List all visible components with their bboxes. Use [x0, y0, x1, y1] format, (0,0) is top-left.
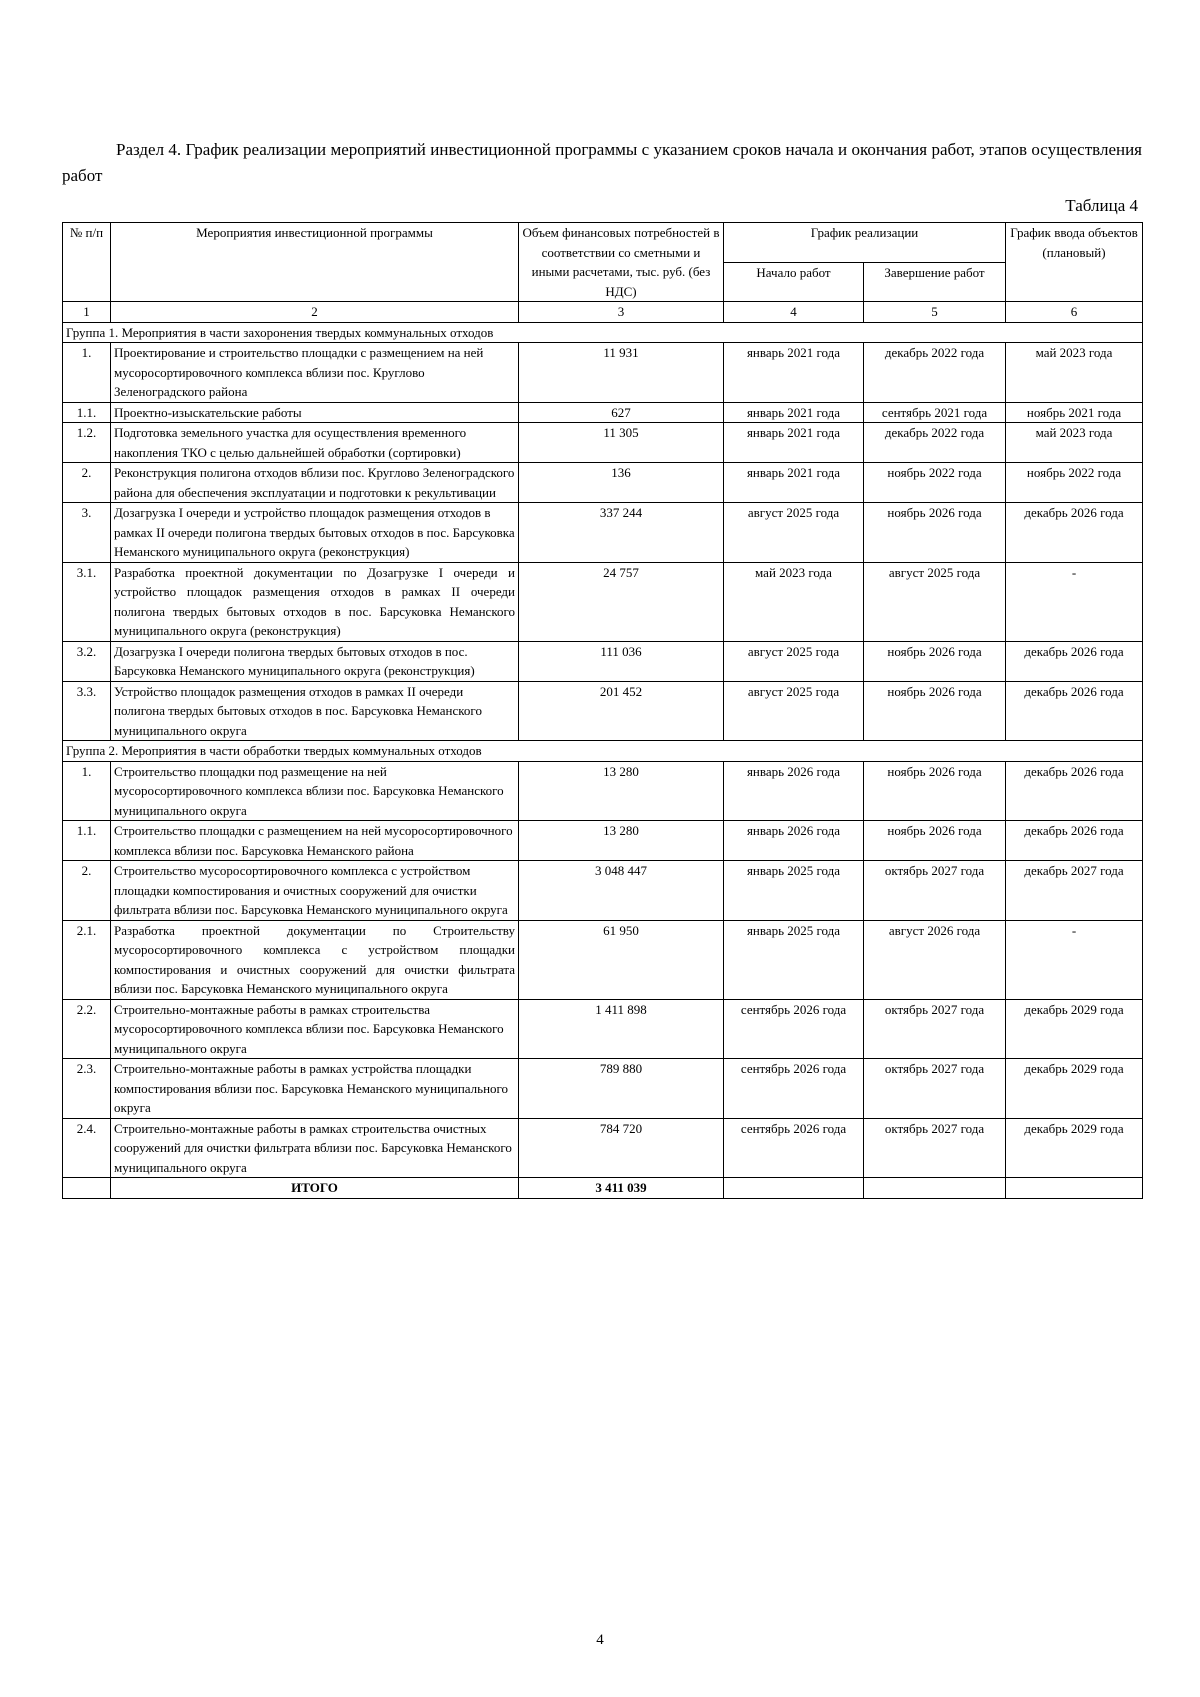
row-volume: 136	[519, 463, 724, 503]
schedule-table	[62, 222, 1143, 1199]
row-activity: Строительно-монтажные работы в рамках строительства очистных сооружений для очистки фильтрата вблизи пос. Барсуковка Неманского муниципального округа	[111, 1118, 519, 1178]
row-num: 2.	[63, 463, 111, 503]
row-activity: Проектно-изыскательские работы	[111, 402, 519, 423]
row-num: 3.3.	[63, 681, 111, 741]
group-row	[63, 322, 1143, 343]
row-start: сентябрь 2026 года	[724, 1059, 864, 1119]
row-activity: Строительство мусоросортировочного комплекса с устройством площадки компостирования и очистных сооружений для очистки фильтрата вблизи пос. Барсуковка Неманского муниципального округа	[111, 861, 519, 921]
row-end: октябрь 2027 года	[864, 861, 1006, 921]
row-volume: 11 305	[519, 423, 724, 463]
row-activity: Реконструкция полигона отходов вблизи пос. Круглово Зеленоградского района для обеспечения эксплуатации и подготовки к рекультивации	[111, 463, 519, 503]
row-activity: Устройство площадок размещения отходов в рамках II очереди полигона твердых бытовых отходов в пос. Барсуковка Неманского муниципального округа	[111, 681, 519, 741]
row-end: ноябрь 2026 года	[864, 503, 1006, 563]
row-activity: Дозагрузка I очереди и устройство площадок размещения отходов в рамках II очереди полигона твердых бытовых отходов в пос. Барсуковка Неманского муниципального округа (реконструкция)	[111, 503, 519, 563]
table-row	[63, 423, 1143, 463]
row-activity: Разработка проектной документации по Строительству мусоросортировочного комплекса с устройством площадки компостирования и очистных сооружений для очистки фильтрата вблизи пос. Барсуковка Неманского муниципального округа	[111, 920, 519, 999]
row-commissioning: ноябрь 2022 года	[1006, 463, 1143, 503]
table-row	[63, 641, 1143, 681]
row-commissioning: декабрь 2029 года	[1006, 1059, 1143, 1119]
row-start: сентябрь 2026 года	[724, 1118, 864, 1178]
header-volume: Объем финансовых потребностей в соответствии со сметными и иными расчетами, тыс. руб. (без НДС)	[519, 223, 724, 302]
row-commissioning: -	[1006, 920, 1143, 999]
column-number: 1	[63, 302, 111, 323]
row-commissioning: декабрь 2027 года	[1006, 861, 1143, 921]
total-empty	[1006, 1178, 1143, 1199]
row-end: ноябрь 2026 года	[864, 761, 1006, 821]
total-empty	[724, 1178, 864, 1199]
row-end: август 2026 года	[864, 920, 1006, 999]
row-commissioning: май 2023 года	[1006, 423, 1143, 463]
header-commissioning: График ввода объектов (плановый)	[1006, 223, 1143, 302]
row-start: август 2025 года	[724, 503, 864, 563]
row-volume: 13 280	[519, 761, 724, 821]
row-activity: Проектирование и строительство площадки с размещением на ней мусоросортировочного комплекса вблизи пос. Круглово Зеленоградского района	[111, 343, 519, 403]
row-end: ноябрь 2026 года	[864, 641, 1006, 681]
group-title: Группа 1. Мероприятия в части захоронения твердых коммунальных отходов	[63, 322, 1143, 343]
table-row	[63, 1059, 1143, 1119]
row-num: 2.4.	[63, 1118, 111, 1178]
table-caption: Таблица 4	[1065, 196, 1138, 215]
column-number: 3	[519, 302, 724, 323]
row-num: 2.1.	[63, 920, 111, 999]
header-row	[63, 223, 1143, 263]
section-heading-text: Раздел 4. График реализации мероприятий инвестиционной программы с указанием сроков начала и окончания работ, этапов осуществления работ	[62, 140, 1142, 185]
row-start: январь 2021 года	[724, 463, 864, 503]
row-start: сентябрь 2026 года	[724, 999, 864, 1059]
row-end: декабрь 2022 года	[864, 343, 1006, 403]
table-row	[63, 761, 1143, 821]
row-start: январь 2025 года	[724, 861, 864, 921]
row-volume: 1 411 898	[519, 999, 724, 1059]
row-end: декабрь 2022 года	[864, 423, 1006, 463]
row-num: 2.	[63, 861, 111, 921]
row-start: январь 2025 года	[724, 920, 864, 999]
row-end: август 2025 года	[864, 562, 1006, 641]
page-number: 4	[596, 1632, 604, 1648]
row-end: октябрь 2027 года	[864, 999, 1006, 1059]
total-row	[63, 1178, 1143, 1199]
row-activity: Подготовка земельного участка для осуществления временного накопления ТКО с целью дальнейшей обработки (сортировки)	[111, 423, 519, 463]
row-volume: 111 036	[519, 641, 724, 681]
row-activity: Строительно-монтажные работы в рамках строительства мусоросортировочного комплекса вблизи пос. Барсуковка Неманского муниципального округа	[111, 999, 519, 1059]
row-commissioning: декабрь 2026 года	[1006, 681, 1143, 741]
row-commissioning: декабрь 2026 года	[1006, 821, 1143, 861]
row-commissioning: ноябрь 2021 года	[1006, 402, 1143, 423]
row-volume: 789 880	[519, 1059, 724, 1119]
row-volume: 337 244	[519, 503, 724, 563]
row-commissioning: май 2023 года	[1006, 343, 1143, 403]
row-activity: Строительно-монтажные работы в рамках устройства площадки компостирования вблизи пос. Барсуковка Неманского муниципального округа	[111, 1059, 519, 1119]
row-start: январь 2021 года	[724, 343, 864, 403]
table-row	[63, 1118, 1143, 1178]
row-commissioning: декабрь 2026 года	[1006, 761, 1143, 821]
row-volume: 201 452	[519, 681, 724, 741]
table-row	[63, 999, 1143, 1059]
row-end: октябрь 2027 года	[864, 1118, 1006, 1178]
table-row	[63, 861, 1143, 921]
total-num	[63, 1178, 111, 1199]
section-heading	[62, 137, 1142, 189]
row-num: 3.	[63, 503, 111, 563]
row-num: 1.	[63, 761, 111, 821]
column-number: 6	[1006, 302, 1143, 323]
group-title: Группа 2. Мероприятия в части обработки твердых коммунальных отходов	[63, 741, 1143, 762]
row-num: 3.2.	[63, 641, 111, 681]
column-number-row	[63, 302, 1143, 323]
row-end: ноябрь 2022 года	[864, 463, 1006, 503]
row-commissioning: -	[1006, 562, 1143, 641]
row-num: 1.1.	[63, 821, 111, 861]
header-num: № п/п	[63, 223, 111, 302]
row-volume: 13 280	[519, 821, 724, 861]
row-num: 3.1.	[63, 562, 111, 641]
row-commissioning: декабрь 2029 года	[1006, 999, 1143, 1059]
table-row	[63, 402, 1143, 423]
table-body	[63, 322, 1143, 1178]
row-start: январь 2021 года	[724, 423, 864, 463]
group-row	[63, 741, 1143, 762]
header-schedule: График реализации	[724, 223, 1006, 263]
row-activity: Дозагрузка I очереди полигона твердых бытовых отходов в пос. Барсуковка Неманского муниципального округа (реконструкция)	[111, 641, 519, 681]
row-end: сентябрь 2021 года	[864, 402, 1006, 423]
row-volume: 11 931	[519, 343, 724, 403]
row-start: август 2025 года	[724, 641, 864, 681]
row-start: май 2023 года	[724, 562, 864, 641]
row-end: ноябрь 2026 года	[864, 821, 1006, 861]
table-row	[63, 503, 1143, 563]
row-num: 2.3.	[63, 1059, 111, 1119]
row-volume: 3 048 447	[519, 861, 724, 921]
row-start: январь 2026 года	[724, 761, 864, 821]
row-commissioning: декабрь 2026 года	[1006, 503, 1143, 563]
table-row	[63, 681, 1143, 741]
header-activity: Мероприятия инвестиционной программы	[111, 223, 519, 302]
row-start: январь 2026 года	[724, 821, 864, 861]
column-number: 4	[724, 302, 864, 323]
row-commissioning: декабрь 2029 года	[1006, 1118, 1143, 1178]
row-start: январь 2021 года	[724, 402, 864, 423]
total-empty	[864, 1178, 1006, 1199]
table-row	[63, 562, 1143, 641]
row-volume: 24 757	[519, 562, 724, 641]
table-row	[63, 343, 1143, 403]
table-row	[63, 463, 1143, 503]
column-number: 5	[864, 302, 1006, 323]
total-volume: 3 411 039	[519, 1178, 724, 1199]
row-start: август 2025 года	[724, 681, 864, 741]
column-number: 2	[111, 302, 519, 323]
header-end: Завершение работ	[864, 262, 1006, 302]
row-num: 1.1.	[63, 402, 111, 423]
row-num: 2.2.	[63, 999, 111, 1059]
table-row	[63, 920, 1143, 999]
row-end: октябрь 2027 года	[864, 1059, 1006, 1119]
row-end: ноябрь 2026 года	[864, 681, 1006, 741]
row-activity: Строительство площадки с размещением на ней мусоросортировочного комплекса вблизи пос. Барсуковка Неманского района	[111, 821, 519, 861]
row-num: 1.	[63, 343, 111, 403]
table-row	[63, 821, 1143, 861]
row-num: 1.2.	[63, 423, 111, 463]
total-label: ИТОГО	[111, 1178, 519, 1199]
row-activity: Разработка проектной документации по Дозагрузке I очереди и устройство площадок размещения отходов в рамках II очереди полигона твердых бытовых отходов в пос. Барсуковка Неманского муниципального округа (реконструкция)	[111, 562, 519, 641]
row-volume: 61 950	[519, 920, 724, 999]
row-volume: 627	[519, 402, 724, 423]
row-commissioning: декабрь 2026 года	[1006, 641, 1143, 681]
row-volume: 784 720	[519, 1118, 724, 1178]
row-activity: Строительство площадки под размещение на ней мусоросортировочного комплекса вблизи пос. Барсуковка Неманского муниципального округа	[111, 761, 519, 821]
header-start: Начало работ	[724, 262, 864, 302]
